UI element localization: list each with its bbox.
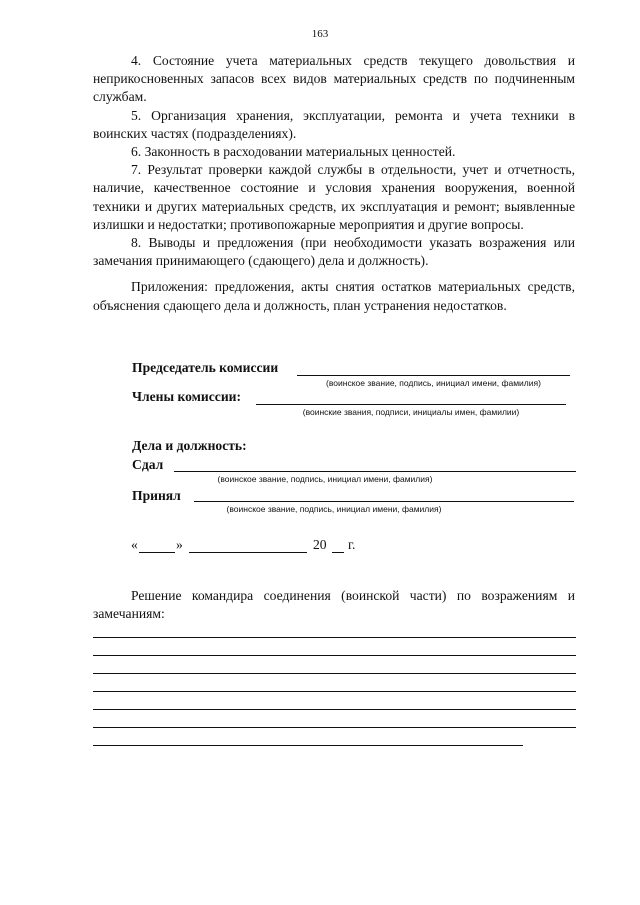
commander-decision (93, 587, 575, 623)
accepted-label: Принял (132, 488, 181, 503)
handed-label: Сдал (132, 457, 164, 472)
date-day-field[interactable] (139, 552, 175, 553)
decision-text: Решение командира соединения (воинской части) по возражениям и замечаниям: (93, 588, 575, 622)
members-signature-line[interactable] (256, 404, 566, 405)
chairman-label: Председатель комиссии (132, 360, 279, 375)
date-close-quote: » (176, 537, 183, 552)
decision-line-4[interactable] (93, 691, 576, 692)
members-label: Члены комиссии: (132, 389, 242, 404)
date-year-prefix: 20 (313, 537, 327, 552)
date-open-quote: « (131, 537, 138, 552)
paragraph-8: 8. Выводы и предложения (при необходимости указать возражения или замечания принимающего (сдающего) дела и должность). (93, 235, 575, 269)
handed-caption: (воинское звание, подпись, инициал имени, фамилия) (217, 474, 433, 484)
page-number: 163 (311, 28, 329, 40)
accepted-signature-line[interactable] (194, 501, 574, 502)
date-year-field[interactable] (332, 552, 344, 553)
report-body (93, 52, 575, 315)
decision-line-3[interactable] (93, 673, 576, 674)
decision-line-2[interactable] (93, 655, 576, 656)
date-year-suffix: г. (348, 537, 356, 552)
members-caption: (воинские звания, подписи, инициалы имен, фамилии) (302, 407, 520, 417)
paragraph-7: 7. Результат проверки каждой службы в отдельности, учет и отчетность, наличие, качественное состояние и условия хранения вооружения, военной техники и других материальных средств, их эксплуатация и ремонт; выявленные излишки и недостатки; противопожарные мероприятия и другие вопросы. (93, 162, 575, 232)
paragraph-5: 5. Организация хранения, эксплуатации, ремонта и учета техники в воинских частях (подразделениях). (93, 107, 575, 141)
handed-signature-line[interactable] (174, 471, 576, 472)
decision-line-7[interactable] (93, 745, 523, 746)
paragraph-6: 6. Законность в расходовании материальных ценностей. (131, 144, 456, 160)
chairman-caption: (воинское звание, подпись, инициал имени, фамилия) (326, 378, 541, 388)
date-month-field[interactable] (189, 552, 307, 553)
accepted-caption: (воинское звание, подпись, инициал имени, фамилия) (226, 504, 442, 514)
decision-line-1[interactable] (93, 637, 576, 638)
chairman-signature-line[interactable] (297, 375, 570, 376)
decision-line-5[interactable] (93, 709, 576, 710)
decision-line-6[interactable] (93, 727, 576, 728)
attachments-paragraph: Приложения: предложения, акты снятия остатков материальных средств, объяснения сдающего дела и должность, план устранения недостатков. (93, 279, 575, 313)
paragraph-4: 4. Состояние учета материальных средств текущего довольствия и неприкосновенных запасов всех видов материальных средств по подчиненным службам. (93, 53, 575, 105)
cases-label: Дела и должность: (132, 438, 247, 453)
